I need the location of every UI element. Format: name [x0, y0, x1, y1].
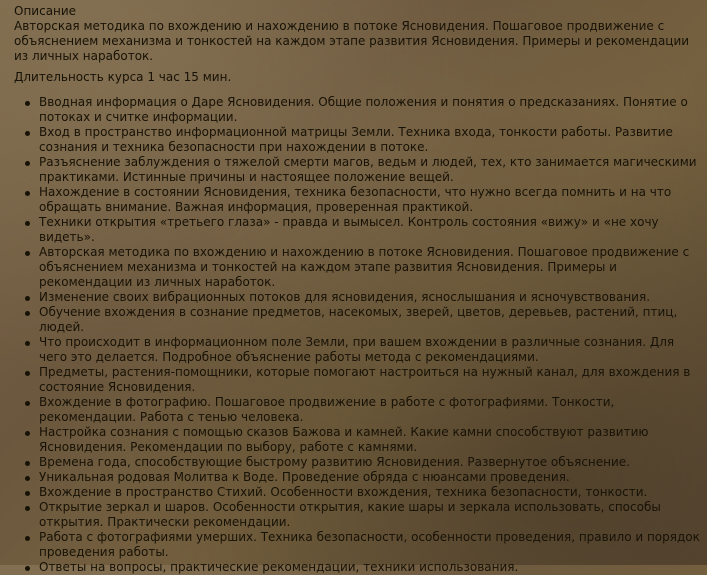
list-item-text: Авторская методика по вхождению и нахождению в потоке Ясновидения. Пошаговое продвижение с объяснением механизма и тонкостей на каждом этапе развития Ясновидения. Примеры и рекомендации из личных наработок. [39, 245, 690, 289]
list-item-text: Работа с фотографиями умерших. Техника безопасности, особенности проведения, правило и порядок проведения работы. [39, 530, 700, 559]
bullet-icon [25, 431, 30, 436]
list-item [39, 125, 702, 155]
bullet-icon [25, 251, 30, 256]
list-item-text: Разъяснение заблуждения о тяжелой смерти магов, ведьм и людей, тех, кто занимается магическими практиками. Истинные причины и настоящее положение вещей. [39, 155, 697, 184]
bullet-icon [25, 221, 30, 226]
bullet-icon [25, 401, 30, 406]
bullet-icon [25, 506, 30, 511]
list-item [39, 305, 702, 335]
course-duration: Длительность курса 1 час 15 мин. [14, 70, 232, 84]
list-item [39, 485, 702, 500]
bullet-icon [25, 131, 30, 136]
list-item-text: Техники открытия «третьего глаза» - правда и вымысел. Контроль состояния «вижу» и «не хочу видеть». [39, 215, 659, 244]
bullet-icon [25, 101, 30, 106]
bullet-icon [25, 566, 30, 571]
list-item-text: Открытие зеркал и шаров. Особенности открытия, какие шары и зеркала использовать, способы открытия. Практически рекомендации. [39, 500, 661, 529]
list-item-text: Настройка сознания с помощью сказов Бажова и камней. Какие камни способствуют развитию Ясновидения. Рекомендации по выбору, работе с камнями. [39, 425, 649, 454]
bullet-icon [25, 191, 30, 196]
bullet-icon [25, 461, 30, 466]
list-item-text: Вход в пространство информационной матрицы Земли. Техника входа, тонкости работы. Развитие сознания и техника безопасности при нахождении в потоке. [39, 125, 673, 154]
topics-list [14, 95, 702, 575]
bullet-icon [25, 311, 30, 316]
bullet-icon [25, 341, 30, 346]
list-item [39, 155, 702, 185]
list-item-text: Что происходит в информационном поле Земли, при вашем вхождении в различные сознания. Для чего это делается. Подробное объяснение работы метода с рекомендациями. [39, 335, 675, 364]
list-item-text: Предметы, растения-помощники, которые помогают настроиться на нужный канал, для вхождения в состояние Ясновидения. [39, 365, 691, 394]
bullet-icon [25, 371, 30, 376]
list-item [39, 290, 702, 305]
list-item [39, 455, 702, 470]
list-item-text: Ответы на вопросы, практические рекомендации, техники использования. [39, 560, 519, 574]
bullet-icon [25, 476, 30, 481]
list-item [39, 95, 702, 125]
bullet-icon [25, 491, 30, 496]
list-item [39, 365, 702, 395]
list-item [39, 245, 702, 290]
list-item-text: Вхождение в пространство Стихий. Особенности вхождения, техника безопасности, тонкости. [39, 485, 648, 499]
description-intro: Авторская методика по вхождению и нахождению в потоке Ясновидения. Пошаговое продвижение с объяснением механизма и тонкостей на каждом этапе развития Ясновидения. Примеры и рекомендации из личных наработок. [14, 19, 690, 63]
bullet-icon [25, 296, 30, 301]
list-item-text: Вводная информация о Даре Ясновидения. Общие положения и понятия о предсказаниях. Понятие о потоках и считке информации. [39, 95, 688, 124]
list-item-text: Уникальная родовая Молитва к Воде. Проведение обряда с нюансами проведения. [39, 470, 570, 484]
list-item-text: Времена года, способствующие быстрому развитию Ясновидения. Развернутое объяснение. [39, 455, 631, 469]
list-item [39, 185, 702, 215]
list-item [39, 470, 702, 485]
list-item-text: Обучение вхождения в сознание предметов, насекомых, зверей, цветов, деревьев, растений, птиц, людей. [39, 305, 678, 334]
list-item [39, 425, 702, 455]
course-description [14, 4, 702, 575]
bullet-icon [25, 161, 30, 166]
list-item [39, 395, 702, 425]
list-item-text: Изменение своих вибрационных потоков для ясновидения, яснослышания и ясночувствования. [39, 290, 651, 304]
list-item [39, 560, 702, 575]
list-item-text: Вхождение в фотографию. Пошаговое продвижение в работе с фотографиями. Тонкости, рекомендации. Работа с тенью человека. [39, 395, 615, 424]
description-heading: Описание [14, 4, 77, 18]
list-item [39, 335, 702, 365]
bullet-icon [25, 536, 30, 541]
list-item-text: Нахождение в состоянии Ясновидения, техника безопасности, что нужно всегда помнить и на что обращать внимание. Важная информация, проверенная практикой. [39, 185, 672, 214]
list-item [39, 530, 702, 560]
list-item [39, 500, 702, 530]
list-item [39, 215, 702, 245]
